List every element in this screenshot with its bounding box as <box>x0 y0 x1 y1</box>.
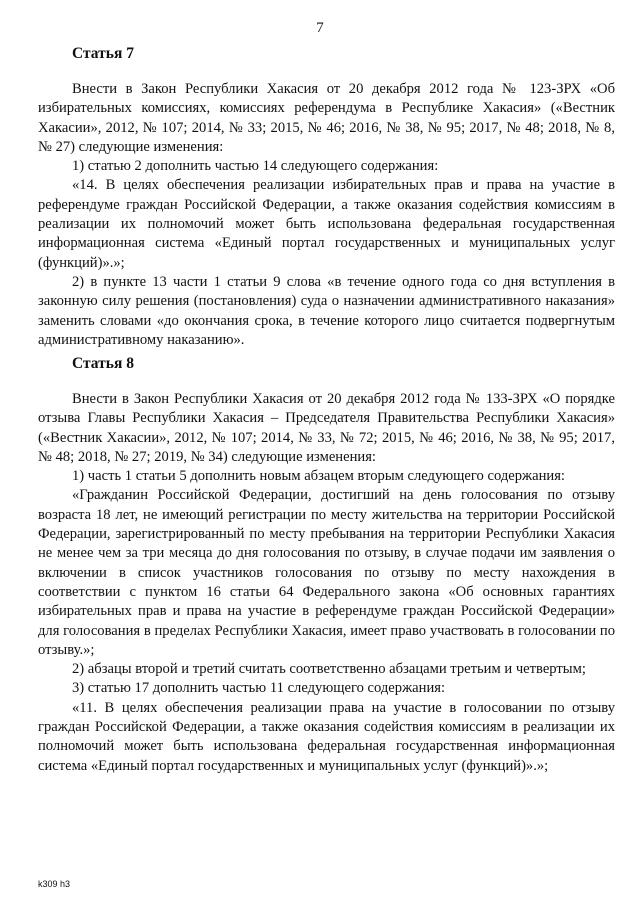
article-7-item-2: 2) в пункте 13 части 1 статьи 9 слова «в течение одного года со дня вступления в законную силу решения (постановления) суда о назначении административного наказания» заменить словами «до окончания срока, в течение которого лицо считается подвергнутым административному наказанию». <box>38 273 615 348</box>
document-code: k309 h3 <box>38 879 71 889</box>
article-8-item-1: 1) часть 1 статьи 5 дополнить новым абзацем вторым следующего содержания: <box>72 468 565 485</box>
article-7-intro: Внести в Закон Республики Хакасия от 20 декабря 2012 года № 123-ЗРХ «Об избирательных комиссиях, комиссиях референдума в Республике Хакасия» («Вестник Хакасии», 2012, № 107; 2014, № 33; 2015, № 46; 2016, № 38, № 95; 2017, № 48; 2018, № 8, № 27) следующие изменения: <box>38 81 615 155</box>
article-8-intro: Внести в Закон Республики Хакасия от 20 декабря 2012 года № 133-ЗРХ «О порядке отзыва Главы Республики Хакасия – Председателя Правительства Республики Хакасия» («Вестник Хакасии», 2012, № 107; 2014, № 33, № 72; 2015, № 46; 2016, № 38, № 95; 2017, № 48; 2018, № 27; 2019, № 34) следующие изменения: <box>38 391 615 465</box>
article-8-item-3: 3) статью 17 дополнить частью 11 следующего содержания: <box>72 680 446 697</box>
article-7-item-1-text: «14. В целях обеспечения реализации избирательных прав и права на участие в референдуме граждан Российской Федерации, а также оказания содействия комиссиям в реализации их полномочий может быть использована федеральная государственная информационная система «Единый портал государственных и муниципальных услуг (функций)».»; <box>38 177 615 271</box>
article-8-item-1-text: «Гражданин Российской Федерации, достигший на день голосования по отзыву возраста 18 лет, не имеющий регистрации по месту жительства на территории Российской Федерации, зарегистрированный по месту пребывания на территории Республики Хакасия не менее чем за три месяца до дня голосования по отзыву, в случае подачи им заявления о включении в список участников голосования по отзыву по месту нахождения в соответствии с пунктом 16 статьи 64 Федерального закона «Об основных гарантиях избирательных прав и права на участие в референдуме граждан Российской Федерации» для голосования в пределах Республики Хакасия, имеет право участвовать в голосовании по отзыву.»; <box>38 487 615 658</box>
article-8-item-3-text: «11. В целях обеспечения реализации права на участие в голосовании по отзыву граждан Российской Федерации, а также оказания содействия комиссиям в реализации их полномочий может быть использована федеральная государственная информационная система «Единый портал государственных и муниципальных услуг (функций)».»; <box>38 699 615 774</box>
page-number: 7 <box>316 20 324 36</box>
article-7-item-1: 1) статью 2 дополнить частью 14 следующего содержания: <box>72 158 439 175</box>
article-8-item-2: 2) абзацы второй и третий считать соответственно абзацами третьим и четвертым; <box>72 661 586 678</box>
article-7-heading: Статья 7 <box>72 45 134 62</box>
article-8-body <box>38 390 615 776</box>
article-7-body <box>38 80 615 350</box>
article-8-heading: Статья 8 <box>72 355 134 372</box>
